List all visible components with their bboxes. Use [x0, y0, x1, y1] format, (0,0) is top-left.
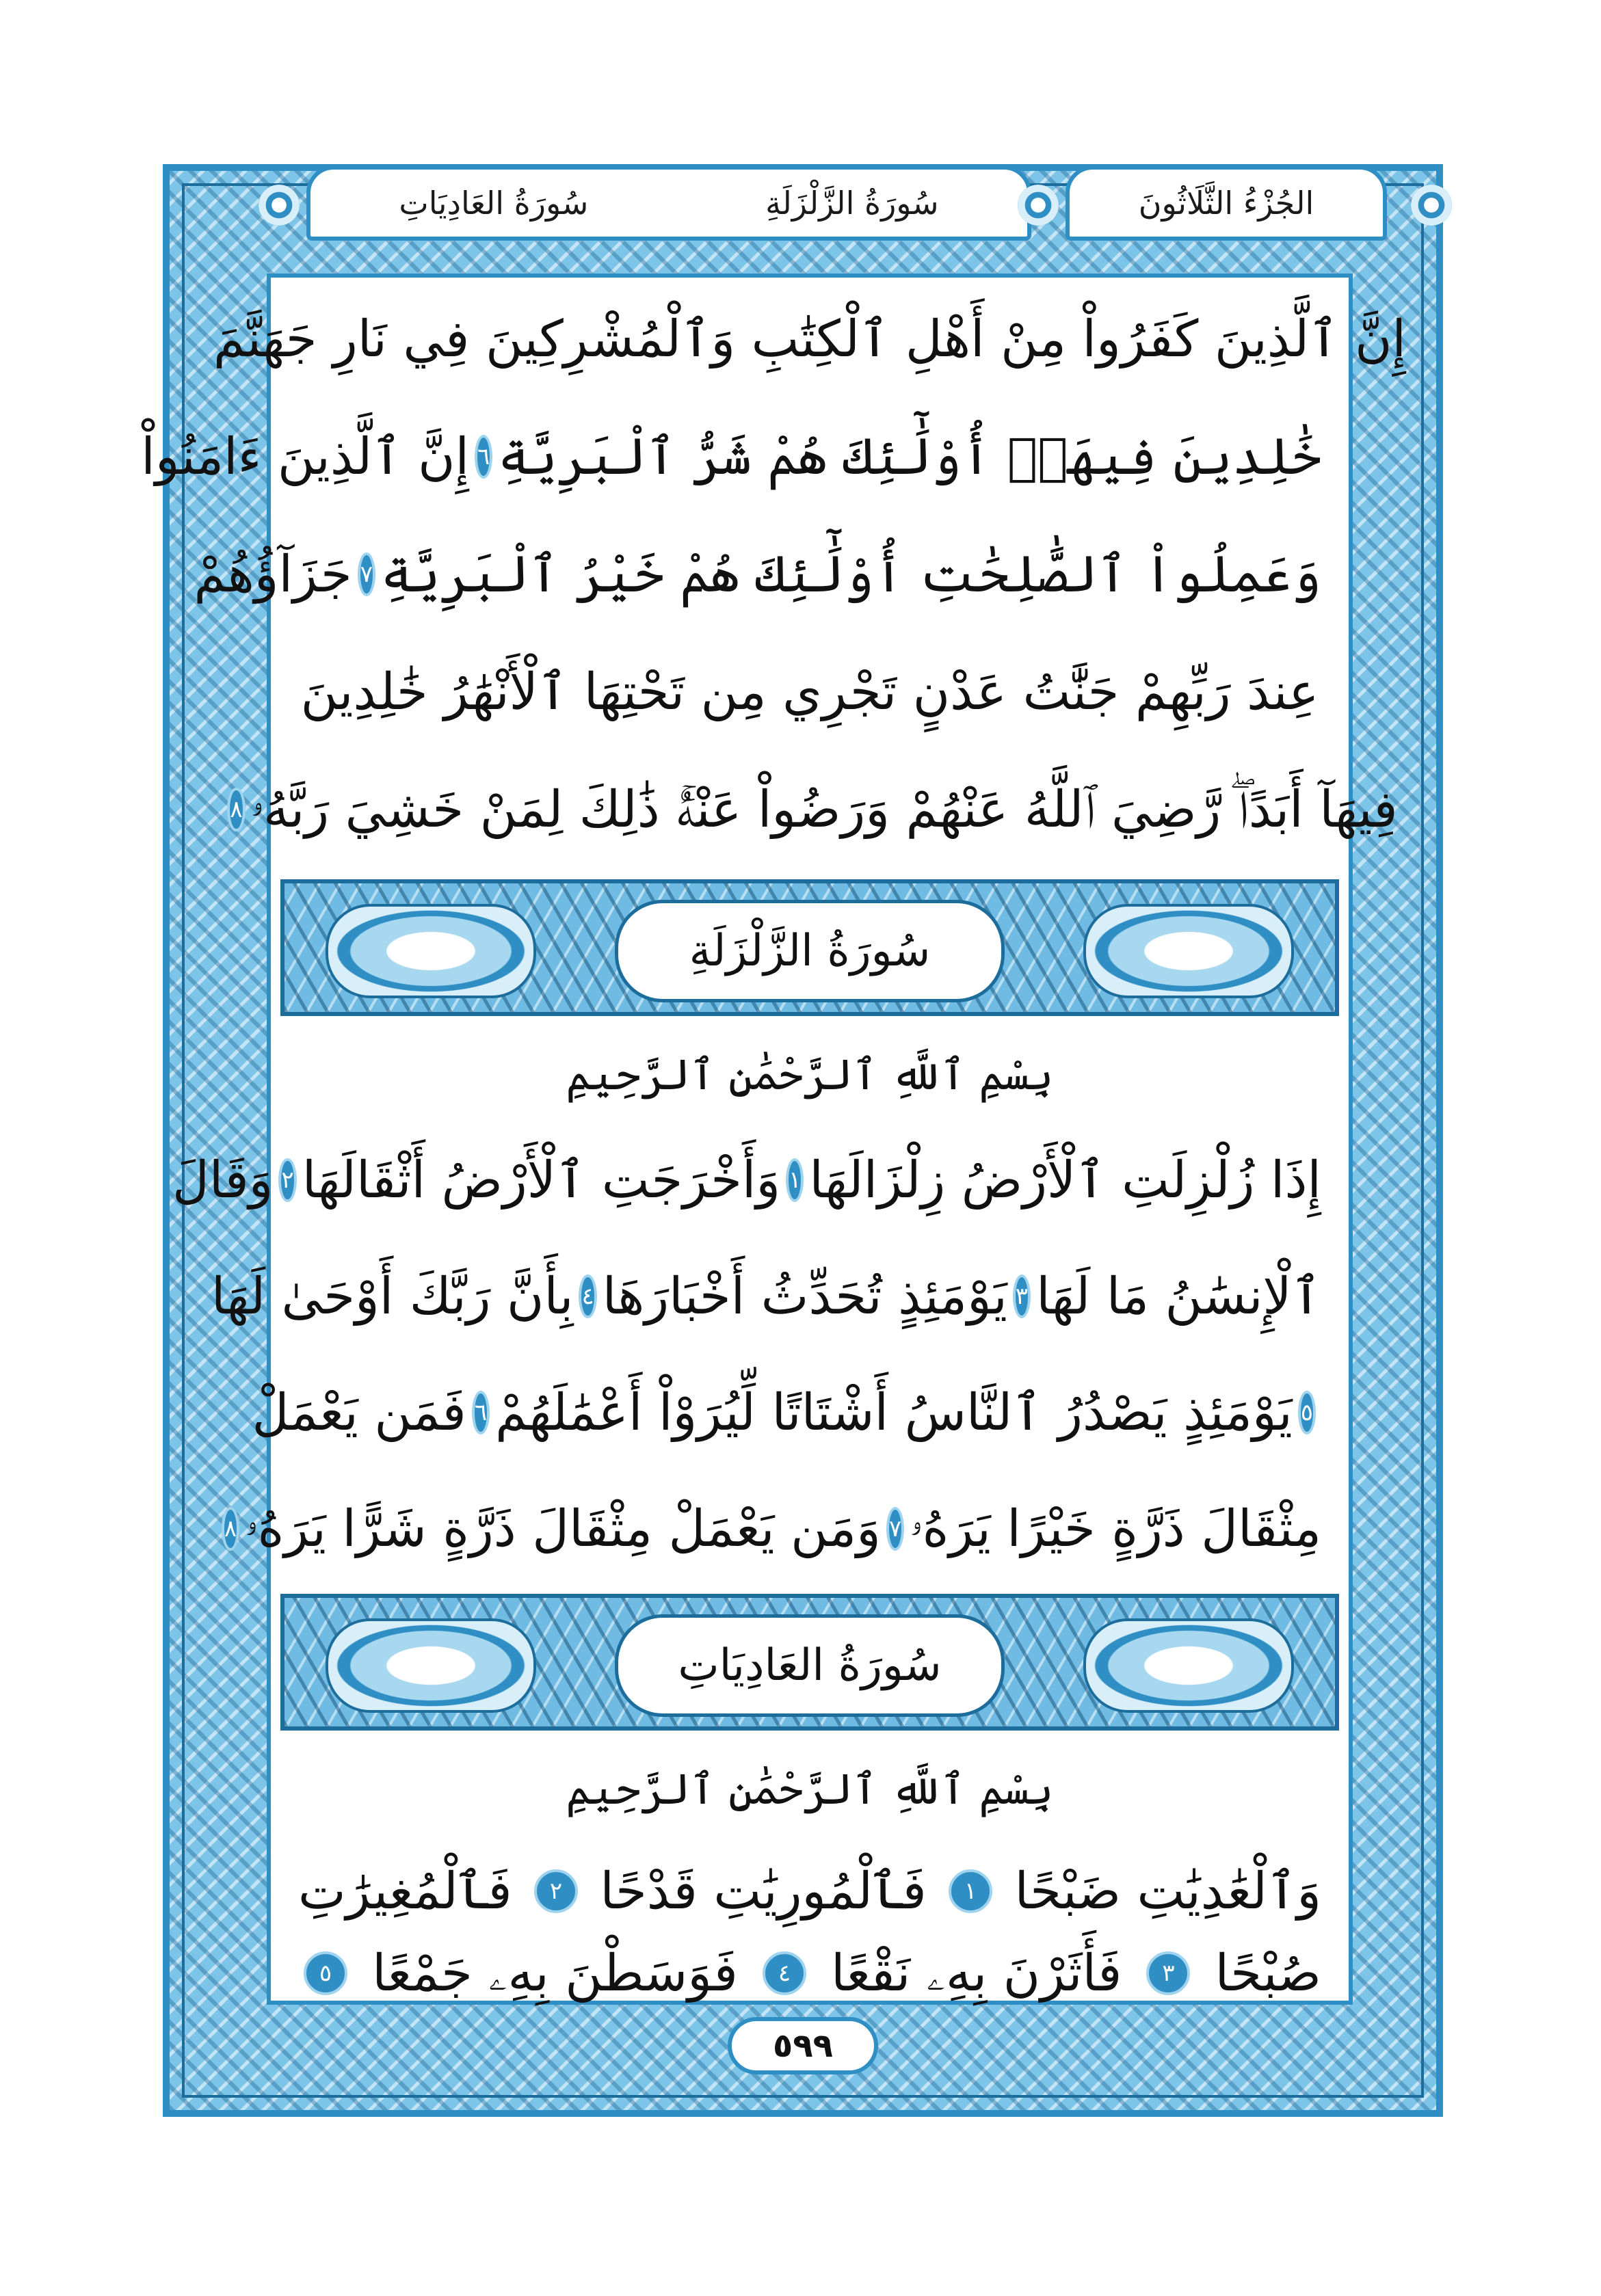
verse-text: فَمَن يَعْمَلْ — [252, 1383, 466, 1442]
verse-line-9 — [224, 1467, 1349, 1590]
header-ornament-left-icon — [259, 185, 300, 226]
verse-marker-7-icon: ٧ — [358, 552, 375, 596]
verse-text: فَٱلْمُغِيرَٰتِ — [298, 1862, 512, 1921]
banner-medallion-icon — [1083, 904, 1294, 998]
verse-text: بِأَنَّ رَبَّكَ أَوْحَىٰ لَهَا — [211, 1267, 574, 1326]
verse-text: وَقَالَ — [172, 1151, 274, 1210]
verse-text: فِيهَآ أَبَدًاۖ رَّضِيَ ٱللَّهُ عَنْهُمْ وَرَضُواْ عَنْهُۚ ذَٰلِكَ لِمَنْ خَشِيَ رَبَّهُۥ — [250, 779, 1398, 839]
juz-text: الجُزْءُ الثَّلَاثُونَ — [1138, 185, 1314, 222]
header-surah-next: سُورَةُ العَادِيَاتِ — [399, 185, 589, 222]
surah-title: سُورَةُ العَادِيَاتِ — [615, 1614, 1005, 1717]
verse-text: إِنَّ ٱلَّذِينَ كَفَرُواْ مِنْ أَهْلِ ٱلْكِتَٰبِ وَٱلْمُشْرِكِينَ فِي نَارِ جَهَنَّمَ — [213, 310, 1406, 369]
verse-marker-2-icon: ٢ — [534, 1869, 578, 1913]
banner-medallion-icon — [326, 904, 536, 998]
verse-text: فَأَثَرْنَ بِهِۦ نَقْعًا — [831, 1943, 1122, 2003]
verse-marker-5-icon: ٥ — [304, 1951, 347, 1995]
verse-text: وَأَخْرَجَتِ ٱلْأَرْضُ أَثْقَالَهَا — [302, 1151, 781, 1210]
banner-medallion-icon — [1083, 1618, 1294, 1713]
verse-line-6 — [172, 1119, 1349, 1242]
verse-marker-5-icon: ٥ — [1298, 1391, 1316, 1434]
verse-text: وَٱلْعَٰدِيَٰتِ ضَبْحًا — [1014, 1862, 1321, 1921]
verse-text: إِذَا زُلْزِلَتِ ٱلْأَرْضُ زِلْزَالَهَا — [809, 1151, 1321, 1210]
verse-marker-6-icon: ٦ — [475, 435, 492, 479]
verse-line-5 — [230, 748, 1398, 871]
surah-banner-zalzala — [280, 879, 1339, 1016]
verse-line-8 — [252, 1351, 1349, 1474]
text-panel — [141, 273, 1406, 2005]
verse-marker-7-icon: ٧ — [886, 1507, 904, 1551]
verse-marker-8-icon: ٨ — [227, 788, 245, 831]
verse-line-10 — [271, 1830, 1349, 1953]
surah-names-header — [306, 165, 1031, 241]
verse-text: فَوَسَطْنَ بِهِۦ جَمْعًا — [372, 1943, 738, 2003]
verse-text: إِنَّ ٱلَّذِينَ ءَامَنُواْ — [141, 427, 470, 486]
verse-text: خَٰلِدِينَ فِيهَآۚ أُوْلَٰٓئِكَ هُمْ شَرُّ ٱلْبَرِيَّةِ — [498, 427, 1321, 486]
verse-text: جَزَآؤُهُمْ — [194, 545, 352, 604]
verse-text: صُبْحًا — [1215, 1944, 1321, 2003]
verse-line-3 — [194, 513, 1349, 636]
surah-title: سُورَةُ الزَّلْزَلَةِ — [615, 900, 1005, 1002]
verse-marker-6-icon: ٦ — [472, 1391, 490, 1434]
verse-line-7 — [211, 1235, 1349, 1358]
verse-marker-3-icon: ٣ — [1013, 1274, 1031, 1318]
page-frame — [141, 164, 1443, 2117]
verse-marker-2-icon: ٢ — [278, 1158, 296, 1202]
verse-text: وَعَمِلُواْ ٱلصَّٰلِحَٰتِ أُوْلَٰٓئِكَ هُمْ خَيْرُ ٱلْبَرِيَّةِ — [380, 545, 1321, 604]
verse-line-2 — [141, 395, 1349, 518]
banner-medallion-icon — [326, 1618, 536, 1713]
verse-text: فَٱلْمُورِيَٰتِ قَدْحًا — [600, 1862, 927, 1921]
verse-text: وَمَن يَعْمَلْ مِثْقَالَ ذَرَّةٍ شَرًّا يَرَهُۥ — [245, 1499, 881, 1558]
verse-text: مِثْقَالَ ذَرَّةٍ خَيْرًا يَرَهُۥ — [910, 1499, 1321, 1558]
page-number: ٥٩٩ — [728, 2017, 878, 2074]
header-surah-current: سُورَةُ الزَّلْزَلَةِ — [765, 185, 939, 222]
verse-marker-8-icon: ٨ — [222, 1507, 239, 1551]
verse-marker-4-icon: ٤ — [763, 1951, 806, 1995]
header-ornament-right-icon — [1411, 185, 1452, 226]
basmala: بِسْمِ ٱللَّهِ ٱلرَّحْمَٰنِ ٱلرَّحِيمِ — [566, 1763, 1054, 1814]
verse-text: ٱلْإِنسَٰنُ مَا لَهَا — [1036, 1267, 1321, 1326]
verse-line-11 — [271, 1939, 1349, 2007]
header-ornament-middle-icon — [1018, 185, 1059, 226]
verse-line-4 — [271, 630, 1349, 753]
verse-text: يَوْمَئِذٍ يَصْدُرُ ٱلنَّاسُ أَشْتَاتًا لِّيُرَوْاْ أَعْمَٰلَهُمْ — [495, 1383, 1293, 1442]
verse-text: يَوْمَئِذٍ تُحَدِّثُ أَخْبَارَهَا — [602, 1267, 1007, 1326]
verse-marker-1-icon: ١ — [949, 1869, 992, 1913]
juz-label — [1066, 165, 1387, 241]
verse-line-1 — [213, 278, 1406, 401]
verse-marker-4-icon: ٤ — [579, 1274, 596, 1318]
verse-marker-3-icon: ٣ — [1146, 1951, 1190, 1995]
basmala: بِسْمِ ٱللَّهِ ٱلرَّحْمَٰنِ ٱلرَّحِيمِ — [566, 1049, 1054, 1099]
surah-banner-adiyat — [280, 1594, 1339, 1731]
verse-text: عِندَ رَبِّهِمْ جَنَّٰتُ عَدْنٍ تَجْرِي مِن تَحْتِهَا ٱلْأَنْهَٰرُ خَٰلِدِينَ — [300, 663, 1319, 721]
verse-marker-1-icon: ١ — [786, 1158, 804, 1202]
